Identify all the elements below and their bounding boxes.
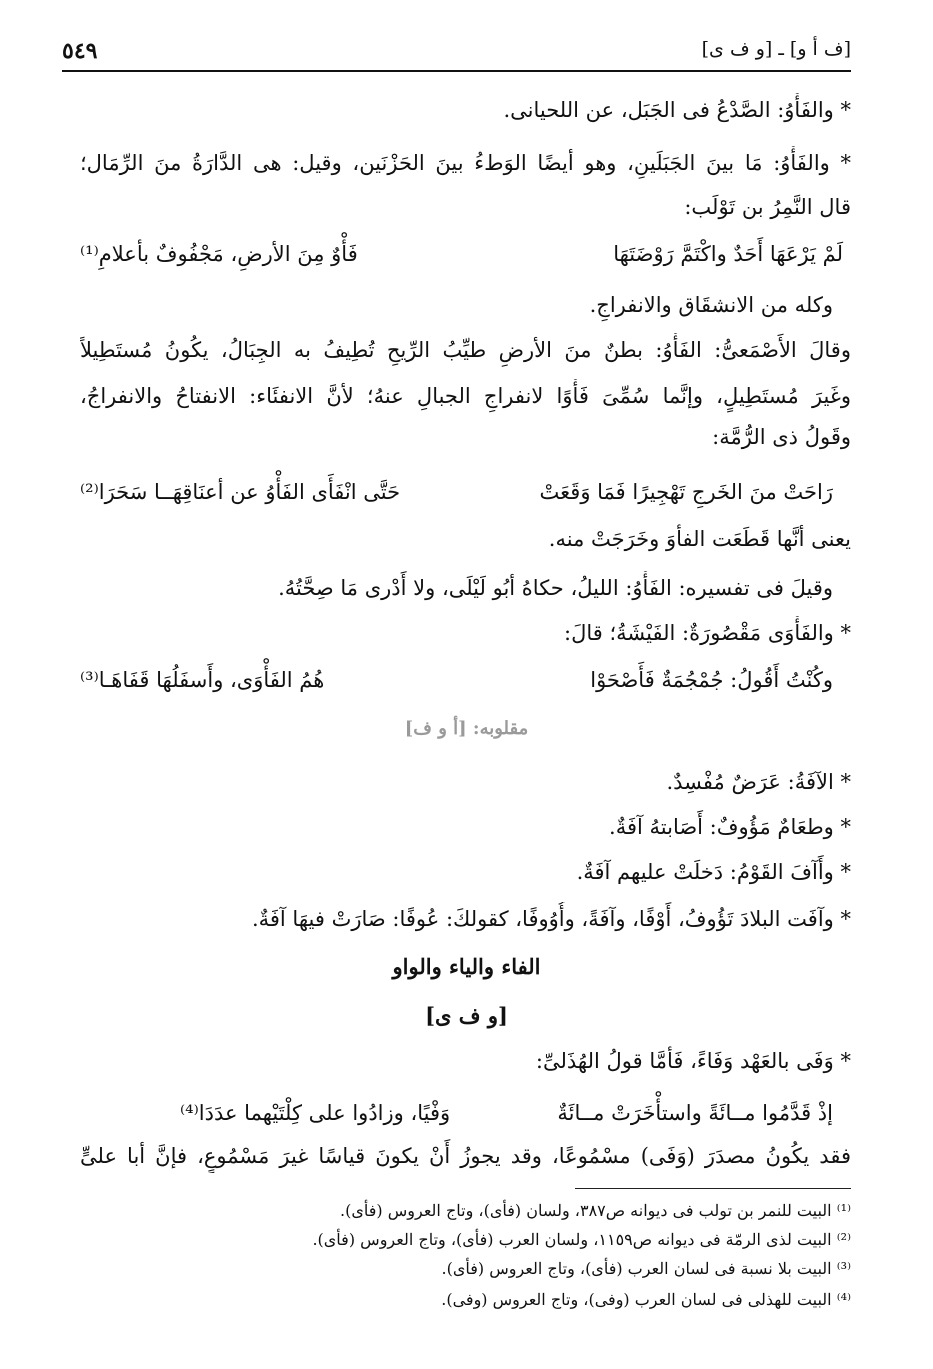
entry-line: * والفَأْوَى مَقْصُورَةٌ: الفَيْشَةُ؛ قالَ: (564, 621, 851, 645)
entry-line: * وآفَت البلادَ تَؤُوفُ، أَوْفًا، وآفَةً، وأُوُوفًا، كقولكَ: عُوفًا: صَارَتْ فيهَا آفَةٌ. (251, 907, 851, 931)
verse-first-hemistich: إذْ قَدَّمُوا مــائَةً واستأْخَرَتْ مــائَةٌ (557, 1101, 833, 1125)
page-number: ٥٤٩ (62, 38, 98, 64)
entry-line: وقالَ الأَصْمَعىُّ: الفَأْوُ: بطنٌ منَ الأرضِ طيِّبُ الرِّيحِ تُطِيفُ به الجِبَالُ، يكُونُ مُستَطِيلاً (80, 338, 851, 362)
entry-line: وقيلَ فى تفسيره: الفَأْوُ: الليلُ، حكاهُ أبُو لَيْلَى، ولا أَدْرى مَا صِحَّتُهُ. (278, 576, 833, 600)
entry-line: * وأَآفَ القَوْمُ: دَخلَتْ عليهم آفَةٌ. (576, 860, 851, 884)
running-header (62, 38, 851, 70)
entry-line: وغَيرَ مُستَطِيلٍ، وإنَّما سُمِّىَ فَأْوًا لانفراجِ الجبالِ عنهُ؛ لأنَّ الانفئَاء: الانفتاحُ والانفراجُ، (80, 384, 851, 408)
verse (80, 1095, 843, 1131)
section-title: الفاء والياء والواو (392, 954, 541, 979)
footnote: ⁽¹⁾ البيت للنمر بن تولب فى ديوانه ص٣٨٧، ولسان (فأى)، وتاج العروس (فأى). (340, 1201, 851, 1220)
entry-line: وكله من الانشقَاق والانفراجِ. (589, 293, 833, 317)
verse-second-hemistich: هُمُ الفَأْوَى، وأَسفَلُهَا قَفَاهَـا⁽³⁾ (80, 668, 325, 692)
footnote: ⁽²⁾ البيت لذى الرمّة فى ديوانه ص١١٥٩، ولسان العرب (فأى)، وتاج العروس (فأى). (312, 1230, 851, 1249)
entry-line: قال النَّمِرُ بن تَوْلَب: (684, 195, 851, 219)
verse (80, 662, 843, 698)
entry-line: * وَفَى بالعَهْد وَفَاءً، فَأمَّا قولُ الهُذَلىِّ: (535, 1049, 851, 1073)
verse-second-hemistich: حَتَّى انْفَأَى الفَأْوُ عن أعنَاقِهَــا سَحَرَا⁽²⁾ (80, 480, 401, 504)
entry-line: * والفَأْوُ: مَا بينَ الجَبَلَينِ، وهو أيضًا الوَطءُ بينَ الحَزْنَين، وقيل: هى الدَّارَةُ منَ الرِّمَال؛ (80, 151, 851, 175)
verse-first-hemistich: لَمْ يَرْعَهَا أَحَدٌ واكْتَمَّ رَوْضَتَهَا (613, 242, 843, 266)
header-rule (62, 70, 851, 72)
entry-line: وقَولُ ذى الرُّمَّة: (712, 425, 851, 449)
entry-line: فقد يكُونُ مصدَرَ (وَفَى) مسْمُوعًا، وقد يجوزُ أَنْ يكونَ قياسًا غيرَ مَسْمُوعٍ، فإنَّ أبا علىٍّ (80, 1144, 851, 1168)
verse-first-hemistich: وكُنْتُ أَقُولُ: جُمْجُمَةٌ فَأَصْحَوْا (590, 668, 833, 692)
verse (80, 236, 843, 272)
verse-second-hemistich: فَأْوٌ مِنَ الأرضِ، مَجْفُوفٌ بأعلامِ⁽¹⁾ (80, 242, 358, 266)
header-roots: [ف أ و] ـ [و ف ى] (701, 38, 851, 60)
footnote: ⁽⁴⁾ البيت للهذلى فى لسان العرب (وفى)، وتاج العروس (وفى). (441, 1290, 851, 1309)
verse (80, 474, 843, 510)
inverted-root-title: مقلوبه: [أ و ف] (404, 718, 529, 739)
verse-first-hemistich: رَاحَتْ منَ الخَرجِ تَهْجِيرًا فَمَا وَقَعَتْ (539, 480, 833, 504)
entry-line: * الآفَةُ: عَرَضٌ مُفْسِدٌ. (666, 770, 851, 794)
entry-line: يعنى أنَّها قَطَعَت الفأوَ وخَرَجَتْ منه. (548, 527, 851, 551)
verse-second-hemistich: وَفْيًا، وزادُوا على كِلْتَيْهما عدَدَا⁽⁴⁾ (180, 1101, 451, 1125)
root-title: [و ف ى] (425, 1003, 508, 1028)
footnote-rule (575, 1188, 851, 1189)
entry-line: * وطعَامٌ مَؤُوفٌ: أَصَابتهُ آفَةٌ. (609, 815, 851, 839)
footnote: ⁽³⁾ البيت بلا نسبة فى لسان العرب (فأى)، وتاج العروس (فأى). (441, 1259, 851, 1278)
entry-line: * والفَأْوُ: الصَّدْعُ فى الجَبَل، عن اللحيانى. (503, 98, 851, 122)
